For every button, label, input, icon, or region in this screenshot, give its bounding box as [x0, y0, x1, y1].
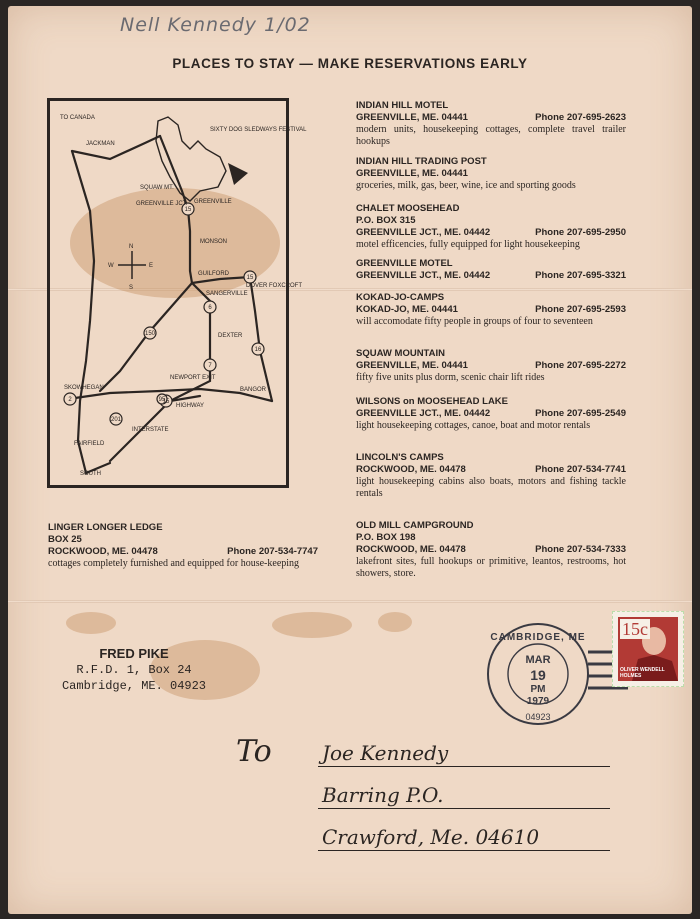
area-map: [47, 98, 307, 488]
map-label: DEXTER: [218, 333, 243, 339]
listing-item: [356, 348, 626, 384]
map-label: GREENVILLE: [194, 199, 232, 205]
listing-address: GREENVILLE JCT., ME. 04442: [356, 408, 491, 419]
listing-extra: P.O. BOX 198: [356, 532, 416, 543]
listing-name: KOKAD-JO-CAMPS: [356, 292, 445, 303]
map-label: SKOWHEGAN: [64, 385, 104, 391]
map-label: TO CANADA: [60, 115, 95, 121]
route-num: 6: [208, 305, 212, 311]
listing-name: INDIAN HILL MOTEL: [356, 100, 449, 111]
road-west: [72, 151, 94, 473]
recipient-line1: Joe Kennedy: [318, 740, 610, 767]
listing-address: GREENVILLE, ME. 04441: [356, 168, 468, 179]
listing-address: ROCKWOOD, ME. 04478: [356, 544, 466, 555]
stamp-portrait: [618, 617, 678, 681]
listing-name: SQUAW MOUNTAIN: [356, 348, 446, 359]
listing-phone: Phone 207-534-7333: [535, 544, 626, 555]
compass-w: W: [108, 263, 114, 269]
postmark-month: MAR: [525, 654, 551, 666]
listing-phone: Phone 207-695-2623: [535, 112, 626, 123]
sender-line1: R.F.D. 1, Box 24: [76, 663, 192, 677]
listing-desc: motel efficencies, fully equipped for light housekeeping: [356, 239, 580, 250]
route-num: 16: [254, 347, 262, 353]
listing-phone: Phone 207-695-2549: [535, 408, 626, 419]
stamp-value: 15c: [622, 619, 648, 639]
map-label: SOUTH: [80, 471, 101, 477]
listing-address: GREENVILLE, ME. 04441: [356, 112, 468, 123]
listing-name: WILSONS on MOOSEHEAD LAKE: [356, 396, 508, 407]
postmark: [482, 618, 594, 730]
route-num: 15: [184, 207, 192, 213]
listing-item: [356, 100, 626, 148]
listing-address: KOKAD-JO, ME. 04441: [356, 304, 458, 315]
route-num: 15: [246, 275, 254, 281]
fold-line: [8, 600, 692, 603]
listing-name: CHALET MOOSEHEAD: [356, 203, 460, 214]
listing-phone: Phone 207-534-7741: [535, 464, 626, 475]
recipient-line2: Barring P.O.: [318, 782, 610, 809]
map-label: GUILFORD: [198, 271, 230, 277]
listing-address: GREENVILLE, ME. 04441: [356, 360, 468, 371]
sender-line2: Cambridge, ME. 04923: [61, 679, 207, 693]
map-label: SQUAW MT.: [140, 185, 174, 191]
map-label: JACKMAN: [86, 141, 115, 147]
map-label: MONSON: [200, 239, 227, 245]
listing-name: OLD MILL CAMPGROUND: [356, 520, 474, 531]
postmark-year: 1979: [526, 696, 550, 707]
listing-item: [356, 452, 626, 500]
listing-name: LINCOLN'S CAMPS: [356, 452, 444, 463]
map-label: DOVER FOXCROFT: [246, 283, 303, 289]
listing-phone: Phone 207-695-2272: [535, 360, 626, 371]
postmark-day: 19: [530, 667, 546, 683]
listing-desc: groceries, milk, gas, beer, wine, ice and sporting goods: [356, 180, 576, 191]
sender-address: [44, 646, 224, 694]
recipient-line3: Crawford, Me. 04610: [318, 824, 610, 851]
map-drawing: [50, 101, 307, 485]
listing-item: [356, 203, 626, 251]
map-label: BANGOR: [240, 387, 267, 393]
handwritten-note: Nell Kennedy 1/02: [120, 14, 311, 36]
listing-item: [356, 258, 626, 282]
stamp-caption: OLIVER WENDELL HOLMES: [620, 667, 665, 679]
listing-extra: P.O. BOX 315: [356, 215, 416, 226]
listing-desc: light housekeeping cabins also boats, motors and fishing tackle rentals: [356, 476, 626, 499]
postmark-city: CAMBRIDGE, ME: [490, 632, 586, 643]
listing-desc: cottages completely furnished and equipped for house-keeping: [48, 558, 300, 569]
listing-extra: BOX 25: [48, 534, 82, 545]
listing-address: ROCKWOOD, ME. 04478: [356, 464, 466, 475]
festival-marker: [228, 163, 248, 185]
listing-address: ROCKWOOD, ME. 04478: [48, 546, 158, 557]
map-label: HIGHWAY: [176, 403, 204, 409]
water-stain: [272, 612, 352, 638]
page-heading: PLACES TO STAY — MAKE RESERVATIONS EARLY: [172, 56, 528, 71]
listing-desc: will accomodate fifty people in groups of four to seventeen: [356, 316, 593, 327]
route-num: 95: [158, 397, 166, 403]
listing-phone: Phone 207-695-3321: [535, 270, 626, 281]
listing-name: GREENVILLE MOTEL: [356, 258, 453, 269]
listing-phone: Phone 207-695-2593: [535, 304, 626, 315]
postmark-ampm: PM: [530, 684, 546, 695]
listing-name: INDIAN HILL TRADING POST: [356, 156, 487, 167]
listing-item: [356, 156, 626, 192]
listing-linger-longer: [48, 522, 318, 570]
map-label: SIXTY DOG SLEDWAYS FESTIVAL: [210, 127, 307, 133]
map-label: GREENVILLE JCT.: [136, 201, 188, 207]
postage-stamp: [612, 611, 684, 687]
listing-desc: modern units, housekeeping cottages, complete travel trailer hookups: [356, 124, 626, 147]
water-stain: [378, 612, 412, 632]
road-jackman: [72, 136, 160, 159]
listing-phone: Phone 207-534-7747: [227, 546, 318, 557]
route-num: 150: [144, 331, 156, 337]
listing-name: LINGER LONGER LEDGE: [48, 522, 163, 533]
listing-desc: fifty five units plus dorm, scenic chair lift rides: [356, 372, 545, 383]
route-num: 201: [110, 417, 122, 423]
listing-item: [356, 520, 626, 580]
listing-desc: light housekeeping cottages, canoe, boat and motor rentals: [356, 420, 591, 431]
route-num: 7: [208, 363, 212, 369]
listing-desc: lakefront sites, full hookups or primitive, leantos, restrooms, hot showers, store.: [356, 556, 626, 579]
postmark-zip: 04923: [525, 712, 551, 722]
listing-address: GREENVILLE JCT., ME. 04442: [356, 270, 491, 281]
listing-phone: Phone 207-695-2950: [535, 227, 626, 238]
listing-address: GREENVILLE JCT., ME. 04442: [356, 227, 491, 238]
listing-item: [356, 292, 626, 328]
sender-name: FRED PIKE: [99, 646, 169, 661]
map-label: SANGERVILLE: [206, 291, 248, 297]
route-num: 2: [68, 397, 72, 403]
map-label: FAIRFIELD: [74, 441, 105, 447]
map-label: INTERSTATE: [132, 427, 169, 433]
water-stain: [66, 612, 116, 634]
to-label: To: [236, 734, 272, 769]
compass-n: N: [129, 244, 134, 250]
compass-e: E: [149, 263, 154, 269]
map-label: NEWPORT EXIT: [170, 375, 216, 381]
listing-item: [356, 396, 626, 432]
route-num: 15: [162, 399, 170, 405]
compass-s: S: [129, 285, 134, 291]
